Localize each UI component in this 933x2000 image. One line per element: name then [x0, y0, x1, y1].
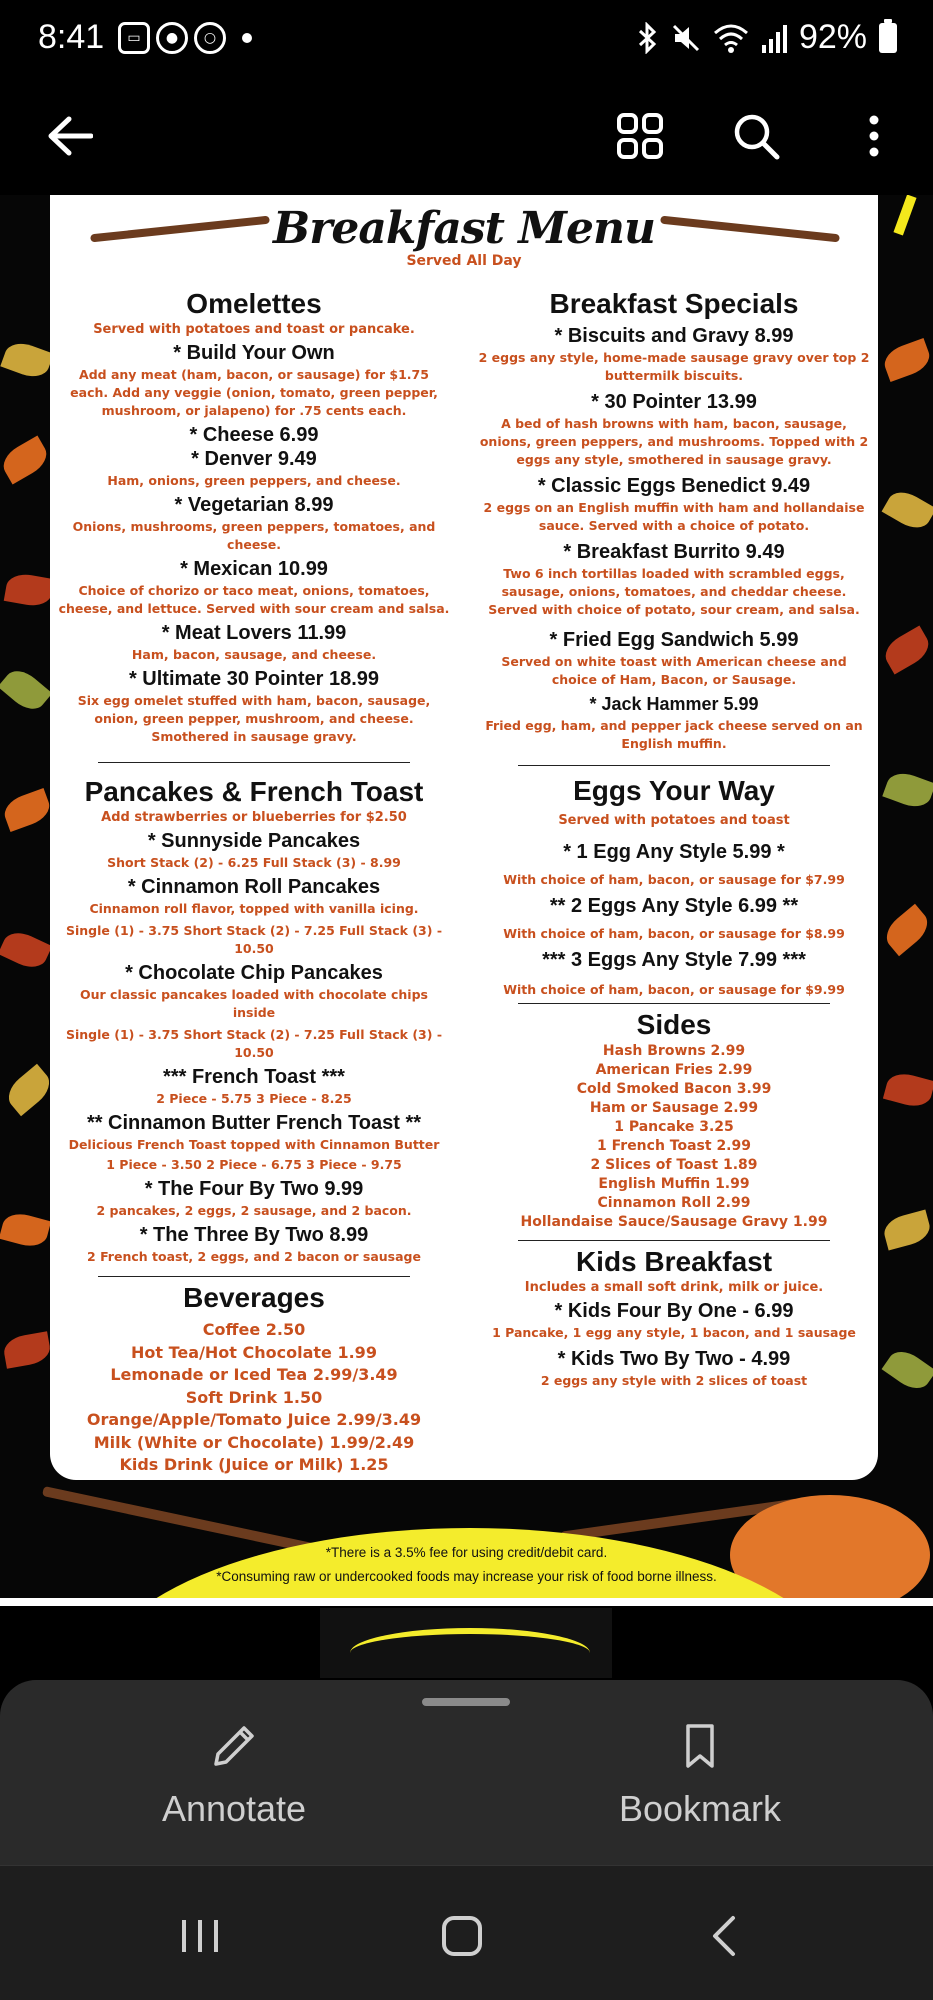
- menu-item: ** Cinnamon Butter French Toast **: [86, 1112, 422, 1134]
- leaf-decoration: [883, 1070, 933, 1111]
- leaf-decoration: [0, 338, 53, 382]
- menu-item-desc: A bed of hash browns with ham, bacon, sausage, onions, green peppers, and mushrooms. Topped with 2 eggs any style, smothered in sausage gravy.: [479, 416, 869, 467]
- system-nav-bar: [0, 1865, 933, 2000]
- home-icon: [440, 1914, 484, 1958]
- beverage-item: Kids Drink (Juice or Milk) 1.25: [119, 1455, 389, 1474]
- menu-image[interactable]: [0, 195, 933, 1600]
- menu-item-desc: Choice of chorizo or taco meat, onions, tomatoes, cheese, and lettuce. Served with sour cream and salsa.: [58, 583, 450, 616]
- bottom-sheet: [0, 1680, 933, 1865]
- menu-item: * Fried Egg Sandwich 5.99: [549, 629, 799, 651]
- beverage-item: Orange/Apple/Tomato Juice 2.99/3.49: [86, 1410, 422, 1429]
- branch-decoration: [42, 1486, 318, 1554]
- section-heading-pancakes: Pancakes & French Toast: [84, 776, 424, 807]
- side-item: American Fries 2.99: [595, 1062, 753, 1078]
- menu-item: * Denver 9.49: [191, 448, 317, 470]
- signal-icon: [761, 23, 787, 53]
- recent-apps-button[interactable]: [160, 1906, 240, 1966]
- section-heading-beverages: Beverages: [183, 1282, 325, 1313]
- menu-item: * The Four By Two 9.99: [144, 1178, 364, 1200]
- status-bar: [0, 0, 933, 80]
- menu-item: * Meat Lovers 11.99: [161, 622, 347, 644]
- menu-item: * 1 Egg Any Style 5.99 *: [563, 841, 785, 863]
- menu-item-desc: With choice of ham, bacon, or sausage for $7.99: [503, 872, 845, 887]
- pencil-icon: [206, 1718, 262, 1774]
- voicemail-icon: ▭: [118, 22, 150, 54]
- food-safety-notice: *Consuming raw or undercooked foods may increase your risk of food borne illness.: [216, 1569, 717, 1584]
- side-item: Hash Browns 2.99: [602, 1043, 746, 1059]
- beverage-item: Lemonade or Iced Tea 2.99/3.49: [110, 1365, 398, 1384]
- section-divider: [98, 762, 410, 763]
- section-heading-eggs: Eggs Your Way: [573, 775, 775, 806]
- beverage-item: Coffee 2.50: [202, 1320, 306, 1339]
- menu-item-desc: 1 Pancake, 1 egg any style, 1 bacon, and 1 sausage: [492, 1325, 856, 1340]
- side-item: 2 Slices of Toast 1.89: [590, 1157, 758, 1173]
- chevron-left-icon: [709, 1914, 739, 1958]
- menu-item: * Mexican 10.99: [180, 558, 328, 580]
- menu-item: * The Three By Two 8.99: [139, 1224, 369, 1246]
- search-icon[interactable]: [726, 106, 786, 166]
- section-note: Served with potatoes and toast or pancake.: [93, 322, 415, 337]
- section-divider: [518, 1003, 830, 1004]
- section-divider: [518, 765, 830, 766]
- leaf-decoration: [0, 436, 52, 485]
- sun-ray-decoration: [893, 195, 916, 236]
- ring-icon: ○: [194, 22, 226, 54]
- side-item: Cinnamon Roll 2.99: [597, 1195, 751, 1211]
- menu-item-desc: Two 6 inch tortillas loaded with scrambled eggs, sausage, onions, tomatoes, and cheddar cheese. Served with choice of potato, sour cream, and salsa.: [488, 566, 860, 617]
- section-heading-sides: Sides: [636, 1009, 712, 1040]
- menu-item-desc: Ham, onions, green peppers, and cheese.: [107, 473, 401, 488]
- menu-item-desc: With choice of ham, bacon, or sausage for $8.99: [503, 926, 845, 941]
- menu-item-price: 2 Piece - 5.75 3 Piece - 8.25: [156, 1091, 352, 1106]
- side-item: 1 French Toast 2.99: [597, 1138, 751, 1154]
- menu-item-price: Short Stack (2) - 6.25 Full Stack (3) - 8.99: [107, 855, 401, 870]
- beverage-item: Milk (White or Chocolate) 1.99/2.49: [93, 1432, 415, 1452]
- side-item: Ham or Sausage 2.99: [589, 1100, 759, 1116]
- menu-item-price: Single (1) - 3.75 Short Stack (2) - 7.25 Full Stack (3) - 10.50: [65, 1027, 443, 1060]
- menu-item: * Breakfast Burrito 9.49: [563, 541, 785, 563]
- menu-item: *** 3 Eggs Any Style 7.99 ***: [542, 949, 806, 971]
- menu-item-desc: Our classic pancakes loaded with chocolate chips inside: [80, 987, 428, 1020]
- menu-item-desc: 2 eggs on an English muffin with ham and hollandaise sauce. Served with a choice of potato.: [483, 500, 865, 533]
- mute-icon: [671, 23, 701, 53]
- app-bar: [0, 80, 933, 195]
- section-heading-omelettes: Omelettes: [186, 288, 322, 319]
- menu-item: * Cinnamon Roll Pancakes: [127, 876, 381, 898]
- beverage-item: Soft Drink 1.50: [185, 1387, 323, 1407]
- menu-item: * Cheese 6.99: [189, 424, 319, 446]
- bookmark-icon: [672, 1718, 728, 1774]
- section-note: Includes a small soft drink, milk or juice.: [524, 1280, 824, 1295]
- leaf-decoration: [0, 927, 52, 974]
- section-heading-kids: Kids Breakfast: [575, 1246, 773, 1277]
- menu-item-desc: Add any meat (ham, bacon, or sausage) for $1.75 each. Add any veggie (onion, tomato, green pepper, mushroom, or jalapeno) for .75 cents each.: [70, 367, 438, 418]
- card-fee-notice: *There is a 3.5% fee for using credit/debit card.: [325, 1545, 608, 1560]
- wifi-icon: [713, 23, 749, 53]
- status-time: 8:41: [38, 18, 105, 56]
- home-button[interactable]: [422, 1906, 502, 1966]
- annotate-button[interactable]: [84, 1718, 384, 1848]
- section-note: Served with potatoes and toast: [558, 813, 790, 828]
- menu-item-desc: 2 pancakes, 2 eggs, 2 sausage, and 2 bacon.: [96, 1203, 412, 1218]
- menu-item-desc: 2 eggs any style, home-made sausage gravy over top 2 buttermilk biscuits.: [478, 350, 870, 383]
- menu-item-price: Single (1) - 3.75 Short Stack (2) - 7.25 Full Stack (3) - 10.50: [65, 923, 443, 956]
- notification-icons: [118, 22, 252, 54]
- menu-item-desc: Fried egg, ham, and pepper jack cheese served on an English muffin.: [485, 718, 863, 751]
- menu-right-column: [478, 283, 870, 1390]
- menu-item-desc: Served on white toast with American cheese and choice of Ham, Bacon, or Sausage.: [501, 654, 847, 687]
- menu-item: * Kids Two By Two - 4.99: [557, 1348, 791, 1370]
- page-separator: [0, 1598, 933, 1606]
- menu-item: *** French Toast ***: [163, 1066, 345, 1088]
- menu-item-price: 1 Piece - 3.50 2 Piece - 6.75 3 Piece - 9.75: [106, 1157, 402, 1172]
- menu-item: * Build Your Own: [173, 342, 335, 364]
- menu-item-desc: 2 eggs any style with 2 slices of toast: [540, 1373, 808, 1388]
- system-icons: [637, 18, 897, 57]
- leaf-decoration: [0, 1210, 51, 1251]
- next-page-preview[interactable]: [320, 1608, 612, 1678]
- sheet-drag-handle[interactable]: [422, 1698, 510, 1706]
- leaf-decoration: [0, 788, 53, 832]
- leaf-decoration: [880, 338, 933, 382]
- menu-item-desc: Six egg omelet stuffed with ham, bacon, sausage, onion, green pepper, mushroom, and cheese. Smothered in sausage gravy.: [77, 693, 431, 744]
- back-arrow-icon[interactable]: [40, 106, 100, 166]
- leaf-decoration: [882, 768, 933, 812]
- menu-title: Breakfast Menu: [273, 203, 655, 254]
- menu-item: ** 2 Eggs Any Style 6.99 **: [549, 895, 799, 917]
- menu-item: * 30 Pointer 13.99: [591, 391, 757, 413]
- menu-item: * Jack Hammer 5.99: [589, 694, 759, 714]
- menu-item: * Sunnyside Pancakes: [147, 830, 361, 852]
- nav-back-button[interactable]: [684, 1906, 764, 1966]
- menu-card: [50, 195, 878, 1480]
- leaf-decoration: [880, 626, 933, 675]
- side-item: 1 Pancake 3.25: [614, 1119, 734, 1135]
- bookmark-button[interactable]: [550, 1718, 850, 1848]
- recent-apps-icon: [178, 1916, 222, 1956]
- more-options-icon[interactable]: [852, 106, 896, 166]
- grid-view-icon[interactable]: [610, 106, 670, 166]
- beverages-list: [58, 1319, 450, 1477]
- menu-item-desc: Onions, mushrooms, green peppers, tomatoes, and cheese.: [72, 519, 436, 552]
- menu-item: * Biscuits and Gravy 8.99: [554, 325, 794, 347]
- side-item: Hollandaise Sauce/Sausage Gravy 1.99: [520, 1214, 828, 1230]
- battery-percent: 92%: [798, 18, 867, 56]
- leaf-decoration: [881, 1210, 933, 1251]
- menu-item-desc: Delicious French Toast topped with Cinnamon Butter: [68, 1137, 440, 1152]
- section-heading-specials: Breakfast Specials: [549, 288, 799, 319]
- bookmark-label: Bookmark: [618, 1788, 782, 1829]
- menu-item: * Kids Four By One - 6.99: [554, 1300, 794, 1322]
- menu-item-desc: Ham, bacon, sausage, and cheese.: [131, 647, 377, 662]
- leaf-decoration: [2, 1064, 57, 1117]
- menu-item: * Classic Eggs Benedict 9.49: [537, 475, 811, 497]
- leaf-decoration: [880, 904, 933, 957]
- more-notifications-dot: [242, 33, 252, 43]
- beverage-item: Hot Tea/Hot Chocolate 1.99: [131, 1342, 377, 1362]
- drop-icon: ●: [156, 22, 188, 54]
- menu-left-column: [58, 283, 450, 1477]
- sun-logo-icon: [350, 1628, 590, 1678]
- section-divider: [98, 1276, 410, 1277]
- leaf-decoration: [2, 1331, 53, 1369]
- section-divider: [518, 1240, 830, 1241]
- menu-item-desc: 2 French toast, 2 eggs, and 2 bacon or sausage: [87, 1249, 421, 1264]
- menu-subtitle: Served All Day: [406, 253, 522, 269]
- menu-item: * Chocolate Chip Pancakes: [125, 962, 383, 984]
- leaf-decoration: [4, 571, 55, 609]
- menu-item-desc: Cinnamon roll flavor, topped with vanilla icing.: [89, 901, 419, 916]
- menu-item: * Vegetarian 8.99: [174, 494, 334, 516]
- annotate-label: Annotate: [161, 1788, 307, 1829]
- leaf-decoration: [0, 664, 52, 717]
- menu-item-desc: With choice of ham, bacon, or sausage for $9.99: [503, 982, 845, 997]
- section-note: Add strawberries or blueberries for $2.50: [101, 810, 407, 825]
- leaf-decoration: [882, 1345, 933, 1396]
- battery-icon: [879, 23, 897, 53]
- side-item: English Muffin 1.99: [598, 1176, 750, 1192]
- bluetooth-icon: [637, 22, 659, 54]
- side-item: Cold Smoked Bacon 3.99: [576, 1081, 772, 1097]
- leaf-decoration: [882, 486, 933, 535]
- sides-list: [478, 1042, 870, 1232]
- menu-item: * Ultimate 30 Pointer 18.99: [128, 668, 380, 690]
